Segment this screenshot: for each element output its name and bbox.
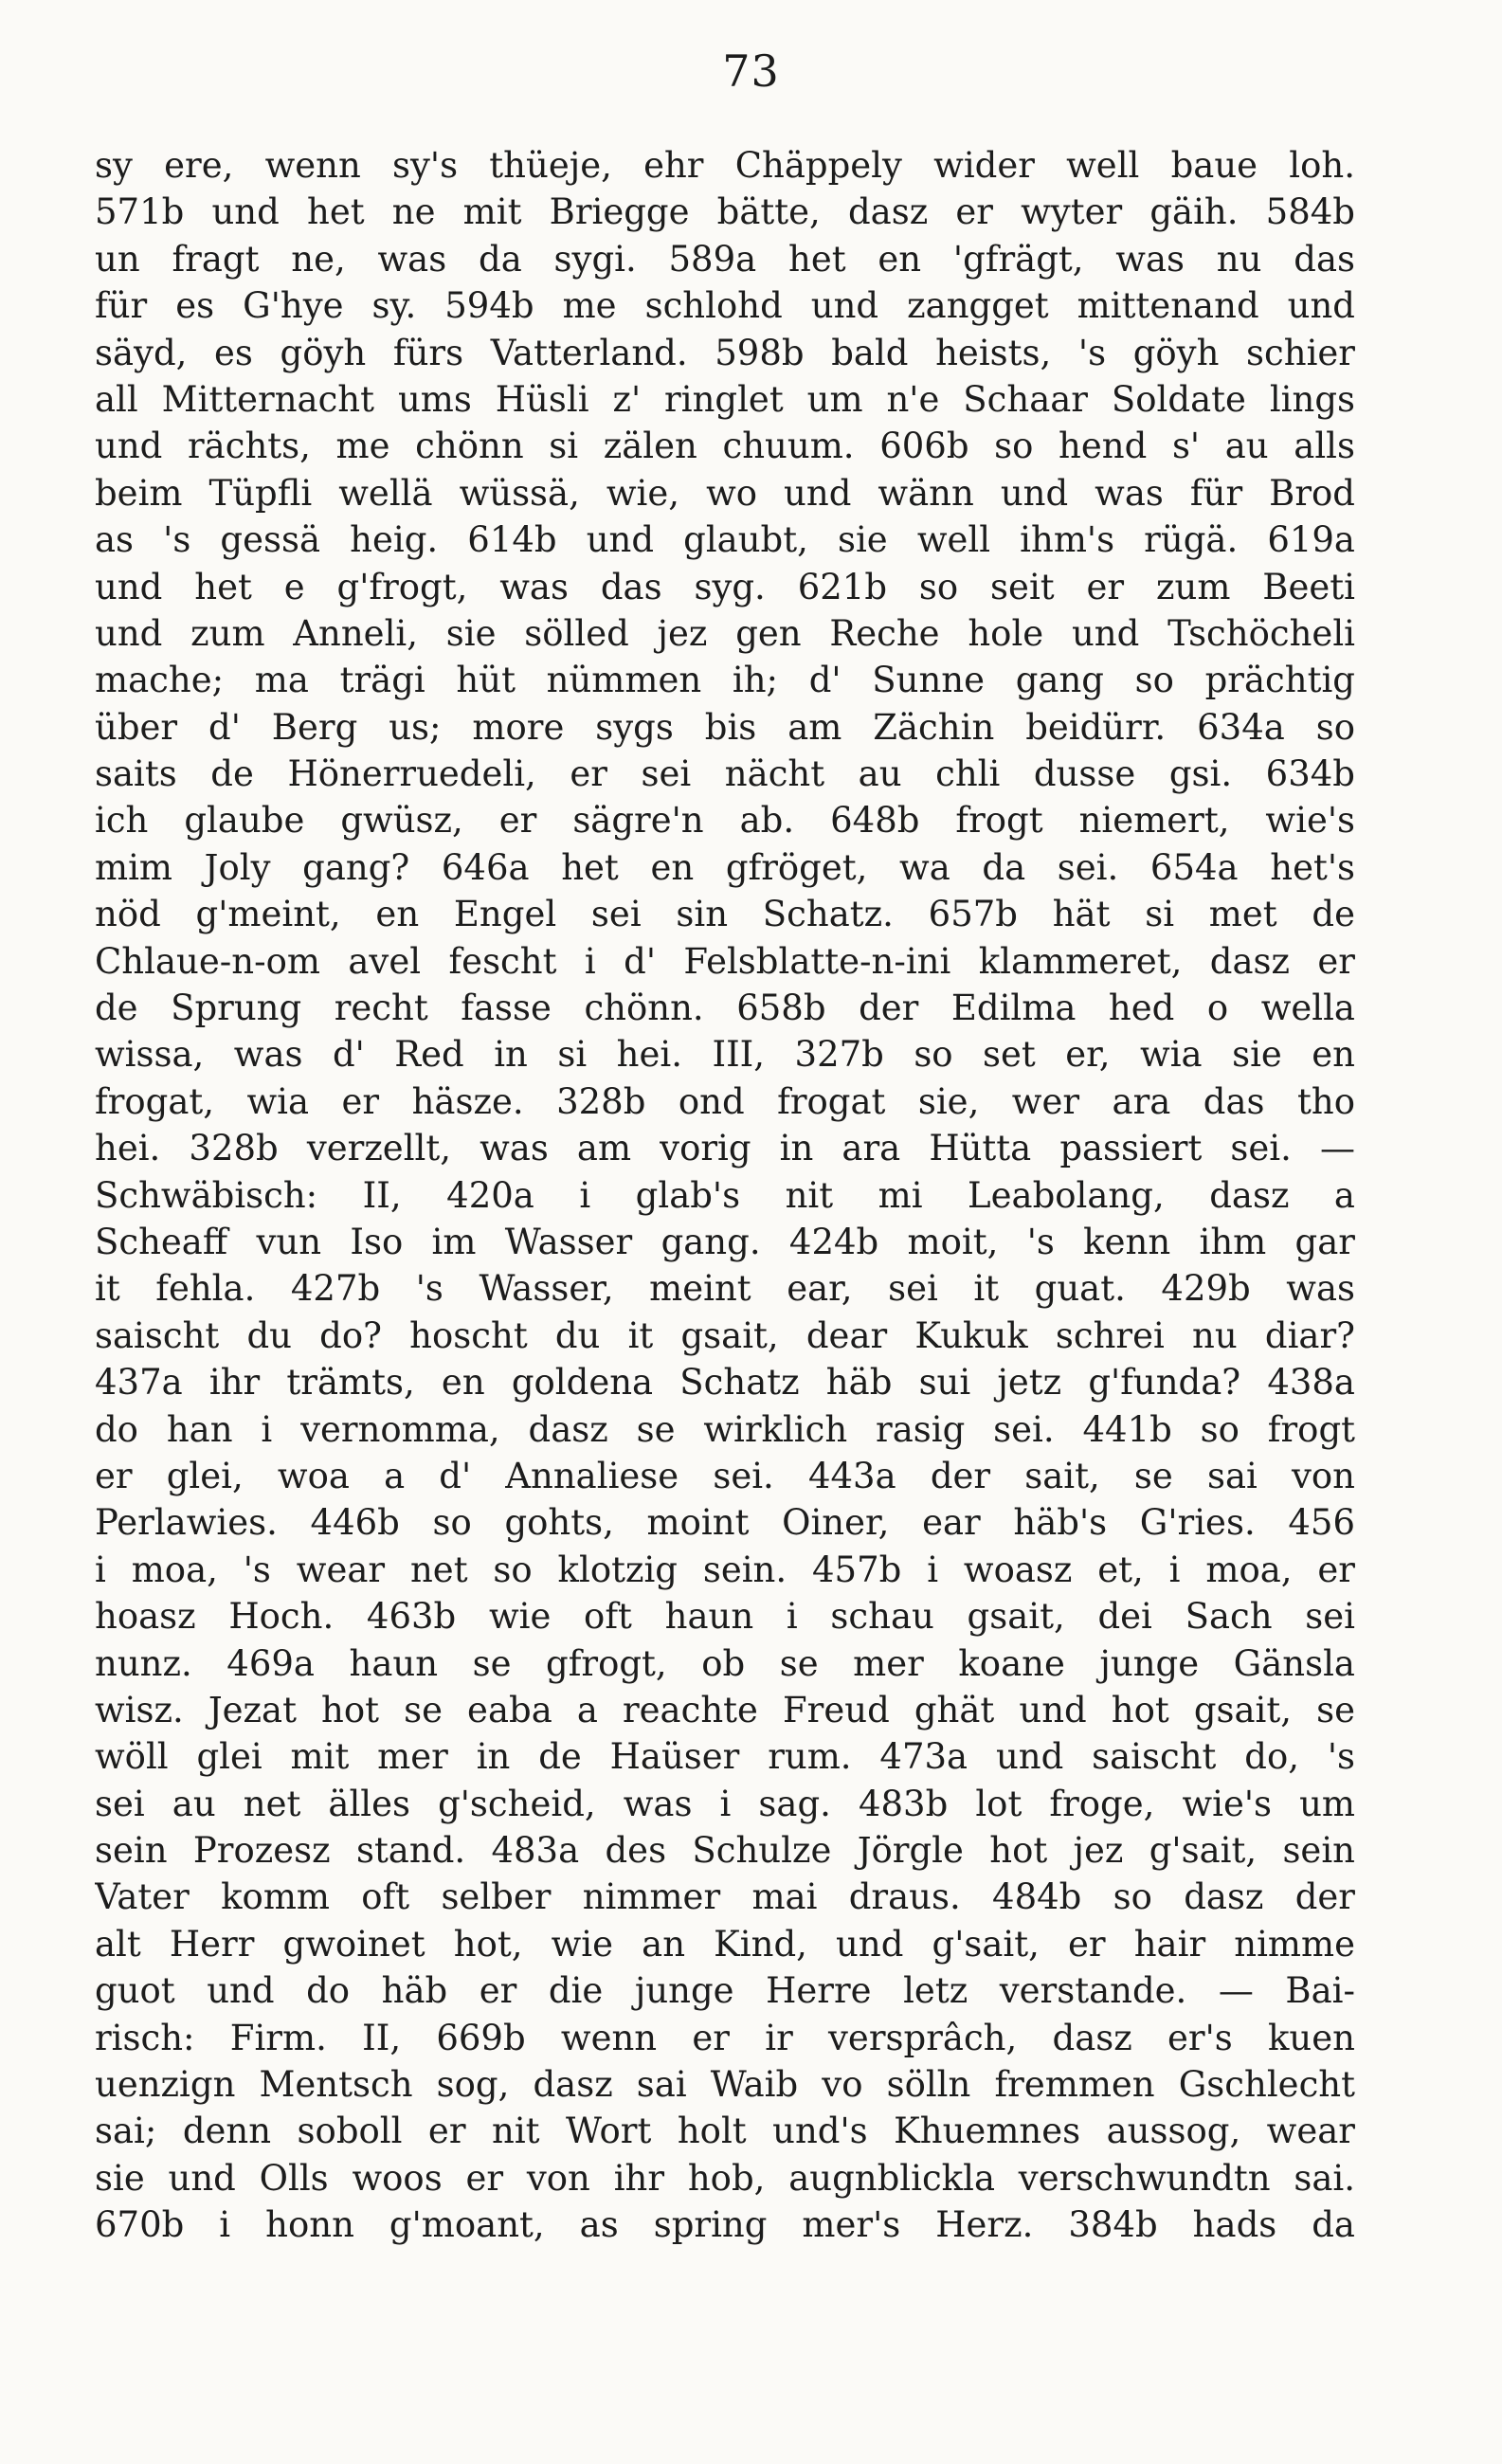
text-line: säyd, es göyh fürs Vatterland. 598b bald heists, 's göyh schier (95, 332, 1355, 373)
text-line: 437a ihr trämts, en goldena Schatz häb sui jetz g'funda? 438a (95, 1362, 1355, 1404)
text-line: mache; ma trägi hüt nümmen ih; d' Sunne gang so prächtig (95, 660, 1355, 701)
text-line: für es G'hye sy. 594b me schlohd und zangget mittenand und (95, 285, 1355, 327)
text-line: und het e g'frogt, was das syg. 621b so seit er zum Beeti (95, 566, 1355, 607)
text-line: und rächts, me chönn si zälen chuum. 606b so hend s' au alls (95, 426, 1355, 467)
text-line: un fragt ne, was da sygi. 589a het en 'gfrägt, was nu das (95, 238, 1355, 280)
text-line: saits de Hönerruedeli, er sei nächt au chli dusse gsi. 634b (95, 753, 1355, 795)
page-number: 73 (722, 45, 780, 97)
text-line: 670b i honn g'moant, as spring mer's Herz. 384b hads da (95, 2204, 1355, 2246)
text-line: sein Prozesz stand. 483a des Schulze Jörgle hot jez g'sait, sein (95, 1830, 1355, 1872)
text-line: nöd g'meint, en Engel sei sin Schatz. 657b hät si met de (95, 894, 1355, 935)
text-line: frogat, wia er häsze. 328b ond frogat sie, wer ara das tho (95, 1080, 1355, 1122)
body-text (95, 142, 1355, 2249)
text-line: über d' Berg us; more sygs bis am Zächin beidürr. 634a so (95, 706, 1355, 748)
text-line: Vater komm oft selber nimmer mai draus. 484b so dasz der (95, 1876, 1355, 1918)
text-line: uenzign Mentsch sog, dasz sai Waib vo sölln fremmen Gschlecht (95, 2064, 1355, 2106)
text-line: do han i vernomma, dasz se wirklich rasig sei. 441b so frogt (95, 1408, 1355, 1450)
text-line: wöll glei mit mer in de Haüser rum. 473a und saischt do, 's (95, 1736, 1355, 1778)
text-line: 571b und het ne mit Briegge bätte, dasz er wyter gäih. 584b (95, 191, 1355, 233)
text-line: saischt du do? hoscht du it gsait, dear Kukuk schrei nu diar? (95, 1314, 1355, 1356)
text-line: i moa, 's wear net so klotzig sein. 457b i woasz et, i moa, er (95, 1549, 1355, 1590)
text-line: wisz. Jezat hot se eaba a reachte Freud ghät und hot gsait, se (95, 1689, 1355, 1730)
text-line: Scheaff vun Iso im Wasser gang. 424b moit, 's kenn ihm gar (95, 1221, 1355, 1262)
text-line: und zum Anneli, sie sölled jez gen Reche hole und Tschöcheli (95, 612, 1355, 654)
text-line: it fehla. 427b 's Wasser, meint ear, sei it guat. 429b was (95, 1268, 1355, 1310)
text-line: nunz. 469a haun se gfrogt, ob se mer koane junge Gänsla (95, 1642, 1355, 1684)
text-line: guot und do häb er die junge Herre letz verstande. — Bai- (95, 1970, 1355, 2012)
text-line: Schwäbisch: II, 420a i glab's nit mi Leabolang, dasz a (95, 1174, 1355, 1216)
text-line: alt Herr gwoinet hot, wie an Kind, und g'sait, er hair nimme (95, 1923, 1355, 1965)
text-line: Perlawies. 446b so gohts, moint Oiner, ear häb's G'ries. 456 (95, 1502, 1355, 1544)
text-line: ich glaube gwüsz, er sägre'n ab. 648b frogt niemert, wie's (95, 800, 1355, 842)
text-line: risch: Firm. II, 669b wenn er ir versprâch, dasz er's kuen (95, 2017, 1355, 2058)
text-line: sei au net älles g'scheid, was i sag. 483b lot froge, wie's um (95, 1783, 1355, 1824)
text-line: as 's gessä heig. 614b und glaubt, sie well ihm's rügä. 619a (95, 519, 1355, 561)
text-line: er glei, woa a d' Annaliese sei. 443a der sait, se sai von (95, 1455, 1355, 1496)
text-line: wissa, was d' Red in si hei. III, 327b so set er, wia sie en (95, 1034, 1355, 1076)
text-line: sy ere, wenn sy's thüeje, ehr Chäppely wider well baue loh. (95, 145, 1355, 186)
text-line: sie und Olls woos er von ihr hob, augnblickla verschwundtn sai. (95, 2157, 1355, 2199)
text-line: hoasz Hoch. 463b wie oft haun i schau gsait, dei Sach sei (95, 1596, 1355, 1638)
text-line: beim Tüpfli wellä wüssä, wie, wo und wänn und was für Brod (95, 472, 1355, 514)
text-line: all Mitternacht ums Hüsli z' ringlet um n'e Schaar Soldate lings (95, 378, 1355, 420)
text-line: sai; denn soboll er nit Wort holt und's Khuemnes aussog, wear (95, 2111, 1355, 2152)
text-line: mim Joly gang? 646a het en gfröget, wa da sei. 654a het's (95, 846, 1355, 888)
text-line: de Sprung recht fasse chönn. 658b der Edilma hed o wella (95, 987, 1355, 1029)
text-line: hei. 328b verzellt, was am vorig in ara Hütta passiert sei. — (95, 1128, 1355, 1169)
text-line: Chlaue-n-om avel fescht i d' Felsblatte-n-ini klammeret, dasz er (95, 940, 1355, 982)
